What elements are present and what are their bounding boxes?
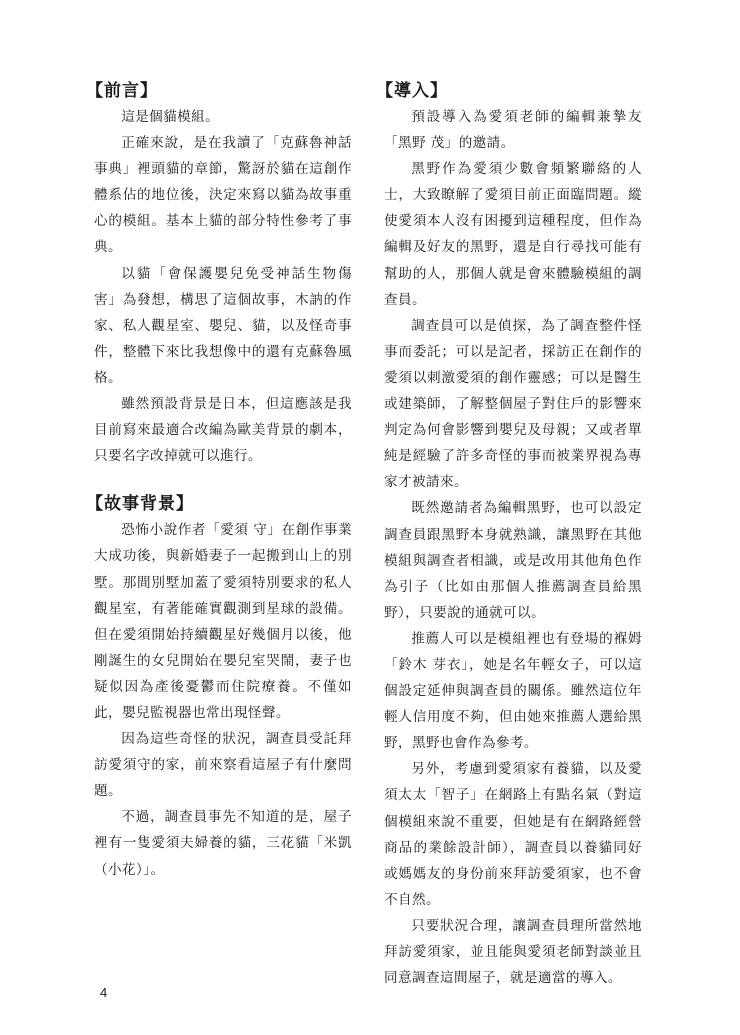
background-paragraph: 恐怖小說作者「愛須 守」在創作事業大成功後，與新婚妻子一起搬到山上的別墅。那間別墅加蓋了愛須特別要求的私人觀星室，有著能確實觀測到星球的設備。但在愛須開始持續觀星好幾個月以後，他剛誕生的女兒開始在嬰兒室哭鬧，妻子也疑似因為產後憂鬱而住院療養。不僅如此，嬰兒監視器也常出現怪聲。 <box>94 522 352 721</box>
preface-paragraph: 這是個貓模組。 <box>121 109 220 125</box>
preface-paragraph: 正確來說，是在我讀了「克蘇魯神話事典」裡頭貓的章節，驚訝於貓在這創作體系佔的地位後，決定來寫以貓為故事重心的模組。基本上貓的部分特性參考了事典。 <box>94 135 352 256</box>
preface-heading: 【前言】 <box>86 81 158 101</box>
background-heading: 【故事背景】 <box>86 494 194 515</box>
left-column <box>86 78 352 883</box>
background-paragraph: 不過，調查員事先不知道的是，屋子裡有一隻愛須夫婦養的貓，三花貓「米凱（小花）」。 <box>94 809 352 878</box>
introduction-paragraph: 另外，考慮到愛須家有養貓，以及愛須太太「智子」在網路上有點名氣（對這個模組來說不重要，但她是有在網路經營商品的業餘設計師），調查員以養貓同好或媽媽友的身份前來拜訪愛須家，也不會不自然。 <box>384 761 642 908</box>
introduction-paragraph: 只要狀況合理，讓調查員理所當然地拜訪愛須家，並且能與愛須老師對談並且同意調查這間屋子，就是適當的導入。 <box>384 917 642 987</box>
introduction-paragraph: 黑野作為愛須少數會頻繁聯絡的人士，大致瞭解了愛須目前正面臨問題。縱使愛須本人沒有困擾到這種程度，但作為編輯及好友的黑野，還是自行尋找可能有幫助的人，那個人就是會來體驗模組的調查員。 <box>384 161 642 308</box>
background-paragraph: 因為這些奇怪的狀況，調查員受託拜訪愛須守的家，前來察看這屋子有什麼問題。 <box>94 731 352 800</box>
introduction-paragraph: 推薦人可以是模組裡也有登場的褓姆「鈴木 芽衣」，她是名年輕女子，可以這個設定延伸與調查員的關係。雖然這位年輕人信用度不夠，但由她來推薦人選給黑野，黑野也會作為參考。 <box>384 630 642 752</box>
page-number: 4 <box>100 985 108 1000</box>
preface-paragraph: 以貓「會保護嬰兒免受神話生物傷害」為發想，構思了這個故事，木訥的作家、私人觀星室、嬰兒、貓，以及怪奇事件，整體下來比我想像中的還有克蘇魯風格。 <box>94 265 352 386</box>
introduction-paragraph: 預設導入為愛須老師的編輯兼摯友「黑野 茂」的邀請。 <box>384 109 642 152</box>
right-column <box>376 78 642 991</box>
preface-paragraph: 雖然預設背景是日本，但這應該是我目前寫來最適合改編為歐美背景的劇本，只要名字改掉就可以進行。 <box>94 396 352 465</box>
section-spacer <box>94 469 352 491</box>
introduction-heading: 【導入】 <box>376 81 448 101</box>
introduction-paragraph: 既然邀請者為編輯黑野，也可以設定調查員跟黑野本身就熟識，讓黑野在其他模組與調查者相識，或是改用其他角色作為引子（比如由那個人推薦調查員給黑野），只要說的通就可以。 <box>384 500 642 621</box>
introduction-paragraph: 調查員可以是偵探，為了調查整件怪事而委託；可以是記者，採訪正在創作的愛須以刺激愛須的創作靈感；可以是醫生或建築師，了解整個屋子對住戶的影響來判定為何會影響到嬰兒及母親；又或者單純是經驗了許多奇怪的事而被業界視為專家才被請來。 <box>384 317 642 491</box>
